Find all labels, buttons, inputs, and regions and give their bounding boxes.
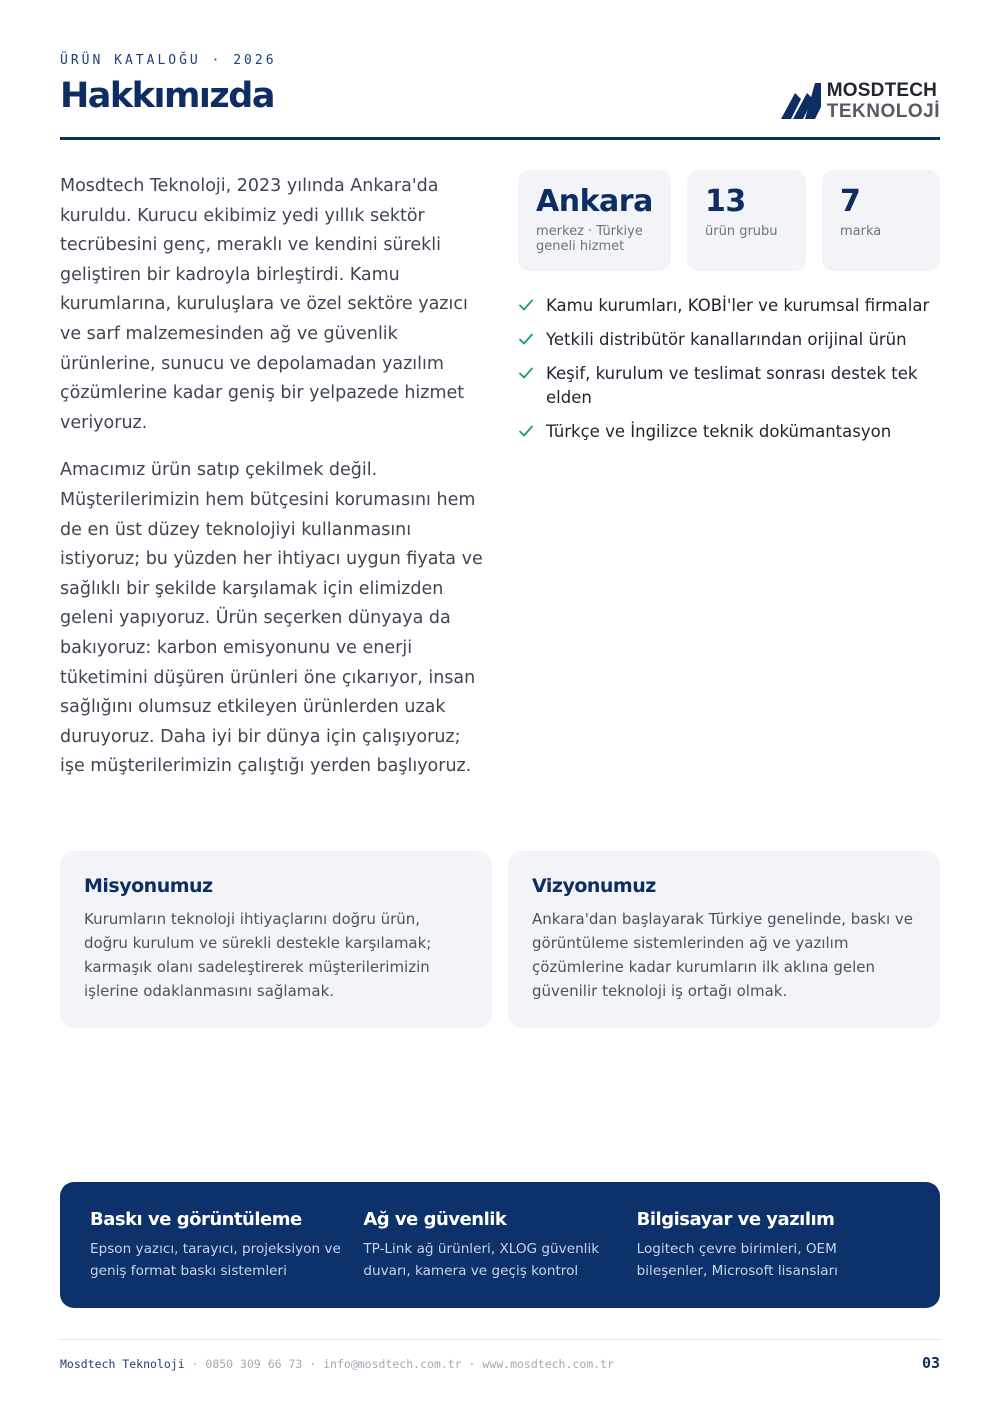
- category-print: [90, 1209, 363, 1308]
- mission-title: Misyonumuz: [84, 875, 213, 897]
- category-network: [363, 1209, 636, 1308]
- check-icon: [518, 423, 534, 439]
- feature-list: [518, 294, 943, 454]
- category-band: [60, 1182, 940, 1308]
- intro-section: [60, 172, 490, 800]
- logo-name: MOSDTECH: [826, 80, 938, 101]
- feature-item: [518, 294, 943, 318]
- category-title: Bilgisayar ve yazılım: [636, 1209, 835, 1230]
- stat-card-brands: [822, 170, 940, 271]
- category-title: Ağ ve güvenlik: [363, 1209, 507, 1230]
- feature-text: Yetkili distribütör kanallarından orijinal ürün: [546, 330, 907, 349]
- mission-text: Kurumların teknoloji ihtiyaçlarını doğru ürün, doğru kurulum ve sürekli destekle karşılamak; karmaşık olanı sadeleştirerek müşterilerimizin işlerine odaklanmasını sağlamak.: [84, 910, 432, 1000]
- footer-separator: ·: [461, 1357, 483, 1371]
- footer-separator: ·: [184, 1357, 206, 1371]
- stat-caption: ürün grubu: [705, 224, 778, 239]
- category-title: Baskı ve görüntüleme: [90, 1209, 302, 1230]
- stats-row: [518, 170, 940, 271]
- footer-phone: 0850 309 66 73: [205, 1357, 303, 1371]
- stat-card-product-groups: [687, 170, 806, 271]
- stat-card-location: [518, 170, 671, 271]
- feature-item: [518, 420, 943, 444]
- page-number: 03: [921, 1354, 940, 1372]
- logo-subname: TEKNOLOJİ: [826, 101, 940, 122]
- vision-title: Vizyonumuz: [532, 875, 656, 897]
- footer-website: www.mosdtech.com.tr: [482, 1357, 614, 1371]
- catalog-kicker: ÜRÜN KATALOĞU · 2026: [60, 53, 277, 68]
- header-divider: [60, 137, 940, 140]
- footer-contact: [60, 1357, 614, 1371]
- intro-paragraph: Mosdtech Teknoloji, 2023 yılında Ankara'da kuruldu. Kurucu ekibimiz yedi yıllık sektör tecrübesini genç, meraklı ve kendini sürekli geliştiren bir kadroyla birleştirdi. Kamu kurumlarına, kuruluşlara ve özel sektöre yazıcı ve sarf malzemesinden ağ ve güvenlik ürünlerine, sunucu ve depolamadan yazılım çözümlerine kadar geniş bir yelpazede hizmet veriyoruz.: [60, 176, 468, 433]
- intro-paragraph: Amacımız ürün satıp çekilmek değil. Müşterilerimizin hem bütçesini korumasını hem de en üst düzey teknolojiyi kullanmasını istiyoruz; bu yüzden her ihtiyacı uygun fiyata ve sağlıklı bir şekilde karşılamak için elimizden geleni yapıyoruz. Ürün seçerken dünyaya da bakıyoruz: karbon emisyonunu ve enerji tüketimini düşüren ürünleri öne çıkarıyor, insan sağlığını olumsuz etkileyen ürünlerden uzak duruyoruz. Daha iyi bir dünya için çalışıyoruz; işe müşterilerimizin çalıştığı yerden başlıyoruz.: [60, 460, 483, 777]
- feature-text: Kamu kurumları, KOBİ'ler ve kurumsal firmalar: [546, 296, 930, 315]
- category-text: Logitech çevre birimleri, OEM bileşenler, Microsoft lisansları: [636, 1241, 838, 1279]
- category-text: TP-Link ağ ürünleri, XLOG güvenlik duvarı, kamera ve geçiş kontrol: [363, 1241, 600, 1279]
- footer-company: Mosdtech Teknoloji: [60, 1357, 185, 1371]
- stat-value: 7: [840, 184, 861, 219]
- stat-value: Ankara: [536, 184, 653, 219]
- feature-item: [518, 362, 943, 410]
- logo-mark-icon: [781, 83, 821, 119]
- stat-value: 13: [705, 184, 746, 219]
- stat-caption: marka: [840, 224, 882, 239]
- company-logo: [781, 80, 940, 122]
- stat-caption: merkez · Türkiye geneli hizmet: [536, 224, 643, 254]
- check-icon: [518, 331, 534, 347]
- feature-text: Keşif, kurulum ve teslimat sonrası destek tek elden: [546, 364, 918, 407]
- page-title: Hakkımızda: [60, 76, 274, 116]
- vision-card: [508, 851, 940, 1028]
- feature-text: Türkçe ve İngilizce teknik dokümantasyon: [546, 422, 892, 441]
- check-icon: [518, 297, 534, 313]
- check-icon: [518, 365, 534, 381]
- footer-email: info@mosdtech.com.tr: [323, 1357, 462, 1371]
- category-text: Epson yazıcı, tarayıcı, projeksiyon ve geniş format baskı sistemleri: [90, 1241, 341, 1279]
- feature-item: [518, 328, 943, 352]
- footer-divider: [60, 1339, 940, 1340]
- vision-text: Ankara'dan başlayarak Türkiye genelinde, baskı ve görüntüleme sistemlerinden ağ ve yazılım çözümlerine kadar kurumların ilk aklına gelen güvenilir teknoloji iş ortağı olmak.: [532, 910, 913, 1000]
- mission-card: [60, 851, 492, 1028]
- category-computer: [637, 1209, 910, 1308]
- footer-separator: ·: [302, 1357, 324, 1371]
